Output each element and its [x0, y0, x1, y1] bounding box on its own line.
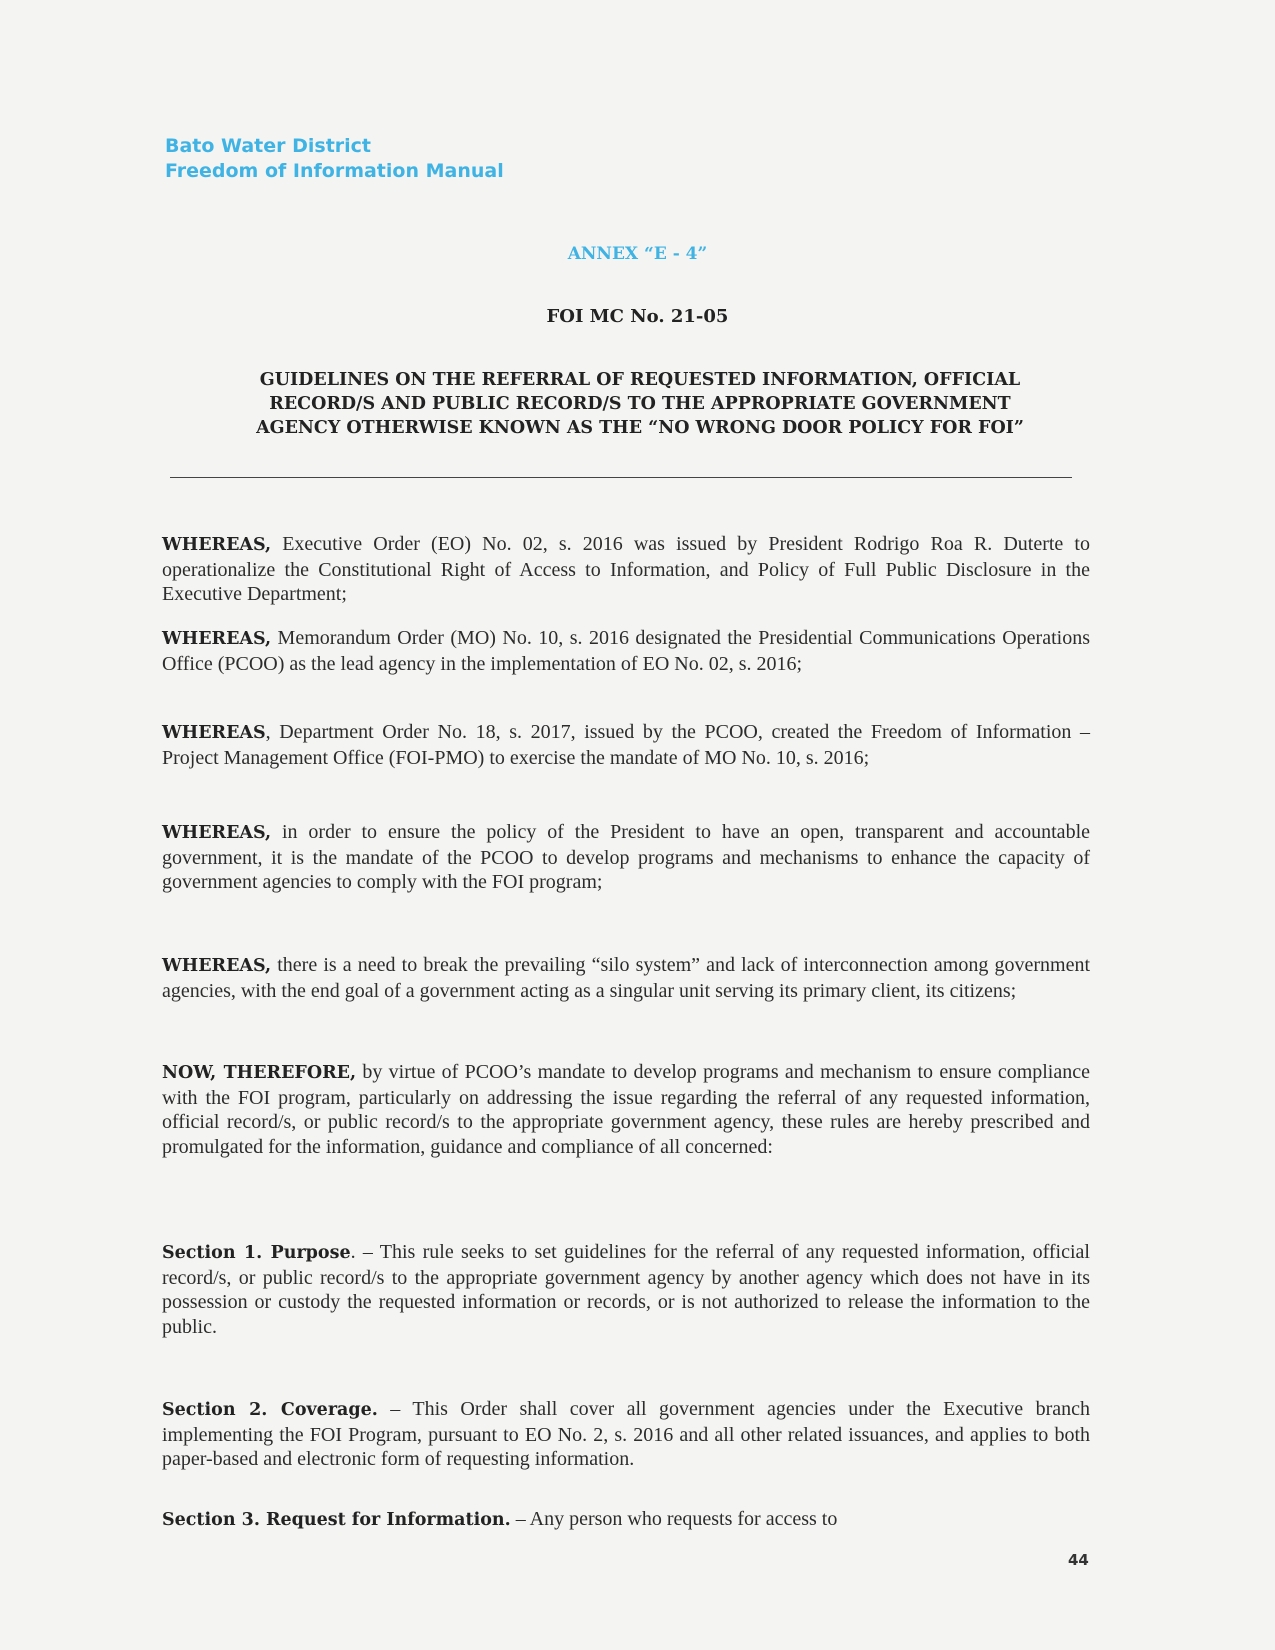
paragraph — [162, 720, 1090, 770]
annex-label: ANNEX “E - 4” — [567, 244, 708, 264]
paragraph — [162, 1060, 1090, 1159]
section-paragraph — [162, 1397, 1090, 1472]
paragraph-lead: WHEREAS, — [162, 823, 272, 843]
section-heading: Section 2. Coverage. — [162, 1400, 378, 1420]
paragraph-text: – This Order shall cover all government agencies under the Executive branch implementing the FOI Program, pursuant to EO No. 2, s. 2016 and all other related issuances, and applies to both paper-based and electronic form of requesting information. — [162, 1398, 1091, 1470]
paragraph-lead: WHEREAS — [162, 723, 266, 743]
paragraph-lead: NOW, THEREFORE, — [162, 1063, 357, 1083]
paragraph-text: Executive Order (EO) No. 02, s. 2016 was issued by President Rodrigo Roa R. Duterte to operationalize the Constitutional Right of Access to Information, and Policy of Full Public Disclosure in the Executive Department; — [162, 533, 1090, 605]
section-heading: Section 3. Request for Information. — [162, 1510, 511, 1530]
memorandum-number: FOI MC No. 21-05 — [546, 306, 729, 327]
section-paragraph — [162, 1507, 1090, 1533]
paragraph-text: . – This rule seeks to set guidelines for the referral of any requested information, official record/s, or public record/s to the appropriate government agency by another agency which does not have in its possession or custody the requested information or records, or is not authorized to release the information to the public. — [162, 1241, 1090, 1338]
title-line: RECORD/S AND PUBLIC RECORD/S TO THE APPROPRIATE GOVERNMENT — [269, 394, 1011, 414]
paragraph-text: by virtue of PCOO’s mandate to develop programs and mechanism to ensure compliance with the FOI program, particularly on addressing the issue regarding the referral of any requested information, official record/s, or public record/s to the appropriate government agency, these rules are hereby prescribed and promulgated for the information, guidance and compliance of all concerned: — [162, 1061, 1090, 1158]
paragraph-text: in order to ensure the policy of the President to have an open, transparent and accountable government, it is the mandate of the PCOO to develop programs and mechanisms to enhance the capacity of government agencies to comply with the FOI program; — [162, 821, 1090, 893]
paragraph-text: – Any person who requests for access to — [510, 1508, 838, 1530]
page-number: 44 — [1068, 1551, 1089, 1569]
title-line: GUIDELINES ON THE REFERRAL OF REQUESTED INFORMATION, OFFICIAL — [259, 370, 1021, 390]
section-paragraph — [162, 1240, 1090, 1339]
paragraph — [162, 953, 1090, 1003]
document-title — [190, 368, 1090, 440]
title-divider — [170, 477, 1072, 478]
paragraph — [162, 820, 1090, 895]
paragraph-text: , Department Order No. 18, s. 2017, issued by the PCOO, created the Freedom of Information – Project Management Office (FOI-PMO) to exercise the mandate of MO No. 10, s. 2016; — [162, 721, 1090, 769]
title-line: AGENCY OTHERWISE KNOWN AS THE “NO WRONG DOOR POLICY FOR FOI” — [256, 418, 1024, 438]
document-header — [165, 134, 504, 184]
paragraph-lead: WHEREAS, — [162, 535, 272, 555]
manual-title: Freedom of Information Manual — [165, 160, 504, 182]
org-name: Bato Water District — [165, 135, 372, 157]
paragraph-lead: WHEREAS, — [162, 956, 272, 976]
paragraph-text: there is a need to break the prevailing “silo system” and lack of interconnection among government agencies, with the end goal of a government acting as a singular unit serving its primary client, its citizens; — [162, 954, 1090, 1002]
paragraph-text: Memorandum Order (MO) No. 10, s. 2016 designated the Presidential Communications Operations Office (PCOO) as the lead agency in the implementation of EO No. 02, s. 2016; — [162, 627, 1090, 675]
paragraph — [162, 626, 1090, 676]
paragraph — [162, 532, 1090, 607]
section-heading: Section 1. Purpose — [162, 1243, 351, 1263]
paragraph-lead: WHEREAS, — [162, 629, 272, 649]
